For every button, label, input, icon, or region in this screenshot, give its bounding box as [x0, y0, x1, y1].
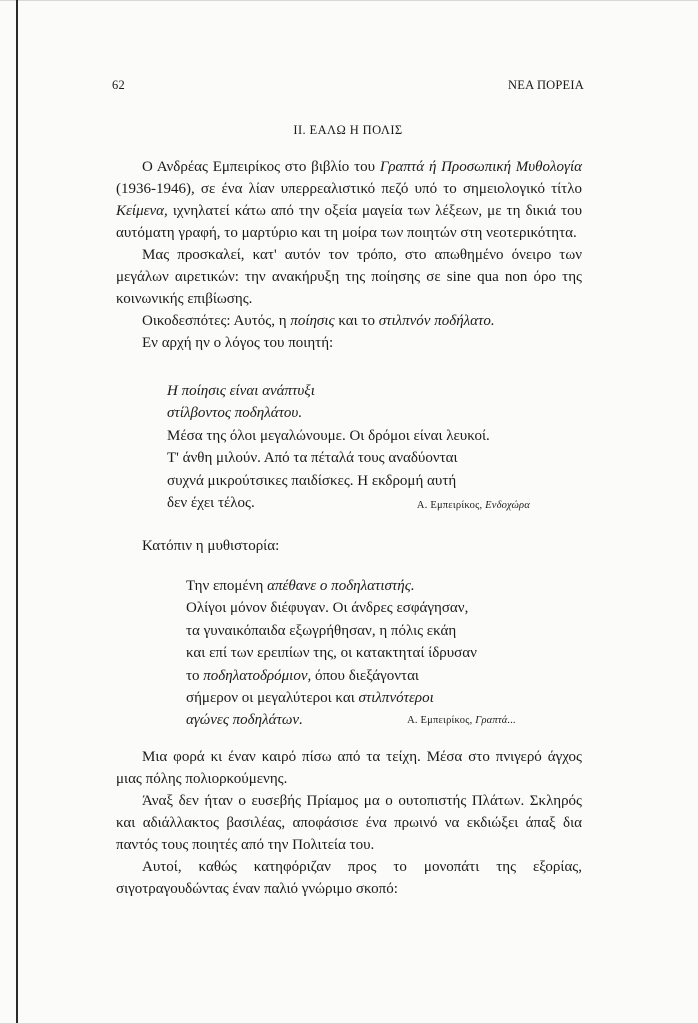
paragraph-1-text-a: Ο Ανδρέας Εμπειρίκος στο βιβλίο του	[142, 159, 380, 175]
page-binding-edge	[16, 0, 18, 1024]
paragraph-4: Εν αρχή ην ο λόγος του ποιητή:	[142, 335, 334, 351]
body-text-upper	[116, 156, 582, 354]
quote-2-line-5-text-a: το	[186, 667, 204, 684]
katopin-line: Κατόπιν η μυθιστορία:	[142, 538, 280, 554]
paragraph-7: Αυτοί, καθώς κατηφόριζαν προς το μονοπάτι της εξορίας, σιγοτραγουδώντας έναν παλιό γνώριμο σκοπό:	[116, 859, 582, 897]
poem-quote-1	[167, 380, 547, 514]
attribution-2-work: Γραπτά...	[475, 715, 516, 726]
kimena-title-italic: Κείμενα,	[116, 203, 168, 219]
quote-2-line-4: και επί των ερειπίων της, οι κατακτηταί ίδρυσαν	[186, 645, 477, 662]
quote-2-line-6-text: σήμερον οι μεγαλύτεροι και	[186, 690, 359, 707]
quote-1-line-5: συχνά μικρούτσικες παιδίσκες. Η εκδρομή αυτή	[167, 472, 457, 489]
attribution-1	[417, 500, 530, 511]
attribution-2-author: Α. Εμπειρίκος,	[407, 715, 476, 726]
page-number: 62	[112, 78, 125, 92]
quote-1-line-1: Η ποίησις είναι ανάπτυξι	[167, 383, 315, 399]
paragraph-1-text-b: (1936-1946), σε ένα λίαν υπερρεαλιστικό πεζό υπό το σημειολογικό τίτλο	[116, 181, 582, 197]
attribution-1-work: Ενδοχώρα	[485, 500, 530, 511]
page-header	[112, 78, 584, 96]
paragraph-6: Άναξ δεν ήταν ο ευσεβής Πρίαμος μα ο ουτοπιστής Πλάτων. Σκληρός και αδιάλλακτος βασιλέας, αποφάσισε ένα πρωινό να εκδιώξει άπαξ δια παντός τους ποιητές από την Πολιτεία του.	[116, 793, 582, 853]
quote-2-line-5	[186, 665, 546, 687]
paragraph-3-text-a: Οικοδεσπότες: Αυτός, η	[142, 313, 291, 329]
quote-2-line-1-text: Την επομένη	[186, 578, 268, 594]
quote-2-line-3: τα γυναικόπαιδα εξωγρήθησαν, η πόλις εκάη	[186, 622, 457, 639]
quote-2-line-1	[186, 575, 546, 597]
paragraph-5: Μια φορά κι έναν καιρό πίσω από τα τείχη. Μέσα στο πνιγερό άγχος μιας πόλης πολιορκούμενης.	[116, 749, 582, 787]
book-title-italic: Γραπτά ή Προσωπική Μυθολογία	[379, 159, 582, 175]
quote-2-line-2: Ολίγοι μόνον διέφυγαν. Οι άνδρες εσφάγησαν,	[186, 600, 469, 617]
paragraph-3	[116, 310, 582, 332]
section-heading: ΙΙ. ΕΑΛΩ Η ΠΟΛΙΣ	[293, 123, 403, 137]
body-text-lower	[116, 746, 582, 900]
quote-1-line-4: Τ' άνθη μιλούν. Από τα πέταλά τους αναδύονται	[167, 450, 458, 467]
attribution-1-author: Α. Εμπειρίκος,	[416, 500, 486, 511]
quote-2-line-6	[186, 687, 546, 709]
attribution-2	[407, 715, 516, 726]
running-title: ΝΕΑ ΠΟΡΕΙΑ	[508, 78, 584, 92]
poiisis-italic: ποίησις	[290, 313, 335, 329]
quote-2-line-5-text-b: όπου διεξάγονται	[311, 667, 419, 684]
quote-2-line-6-italic: στιλπνότεροι	[358, 690, 434, 707]
quote-1-line-2: στίλβοντος ποδηλάτου.	[167, 405, 303, 422]
stilpnon-podilato-italic: στιλπνόν ποδήλατο.	[378, 313, 495, 329]
paragraph-2: Μας προσκαλεί, κατ' αυτόν τον τρόπο, στο απωθημένο όνειρο των μεγάλων αιρετικών: την ανακήρυξη της ποίησης σε sine qua non όρο της κοινωνικής επιβίωσης.	[116, 247, 582, 307]
quote-2-line-5-italic: ποδηλατοδρόμιον,	[203, 667, 312, 684]
paragraph-1-text-c: ιχνηλατεί κάτω από την οξεία μαγεία των λέξεων, με τη δικιά του αυτόματη γραφή, το μαρτύριο και τη μοίρα των ποιητών στη νεοτερικότητα.	[116, 203, 582, 241]
quote-1-line-3: Μέσα της όλοι μεγαλώνουμε. Οι δρόμοι είναι λευκοί.	[167, 427, 490, 444]
poem-quote-2	[186, 575, 546, 732]
paragraph-3-text-b: και το	[334, 313, 379, 329]
paragraph-1	[116, 156, 582, 244]
quote-2-line-1-italic: απέθανε ο ποδηλατιστής.	[267, 578, 415, 594]
quote-2-line-7: αγώνες ποδηλάτων.	[186, 712, 303, 729]
quote-1-line-6: δεν έχει τέλος.	[167, 495, 255, 512]
page-top-edge	[0, 0, 698, 1]
